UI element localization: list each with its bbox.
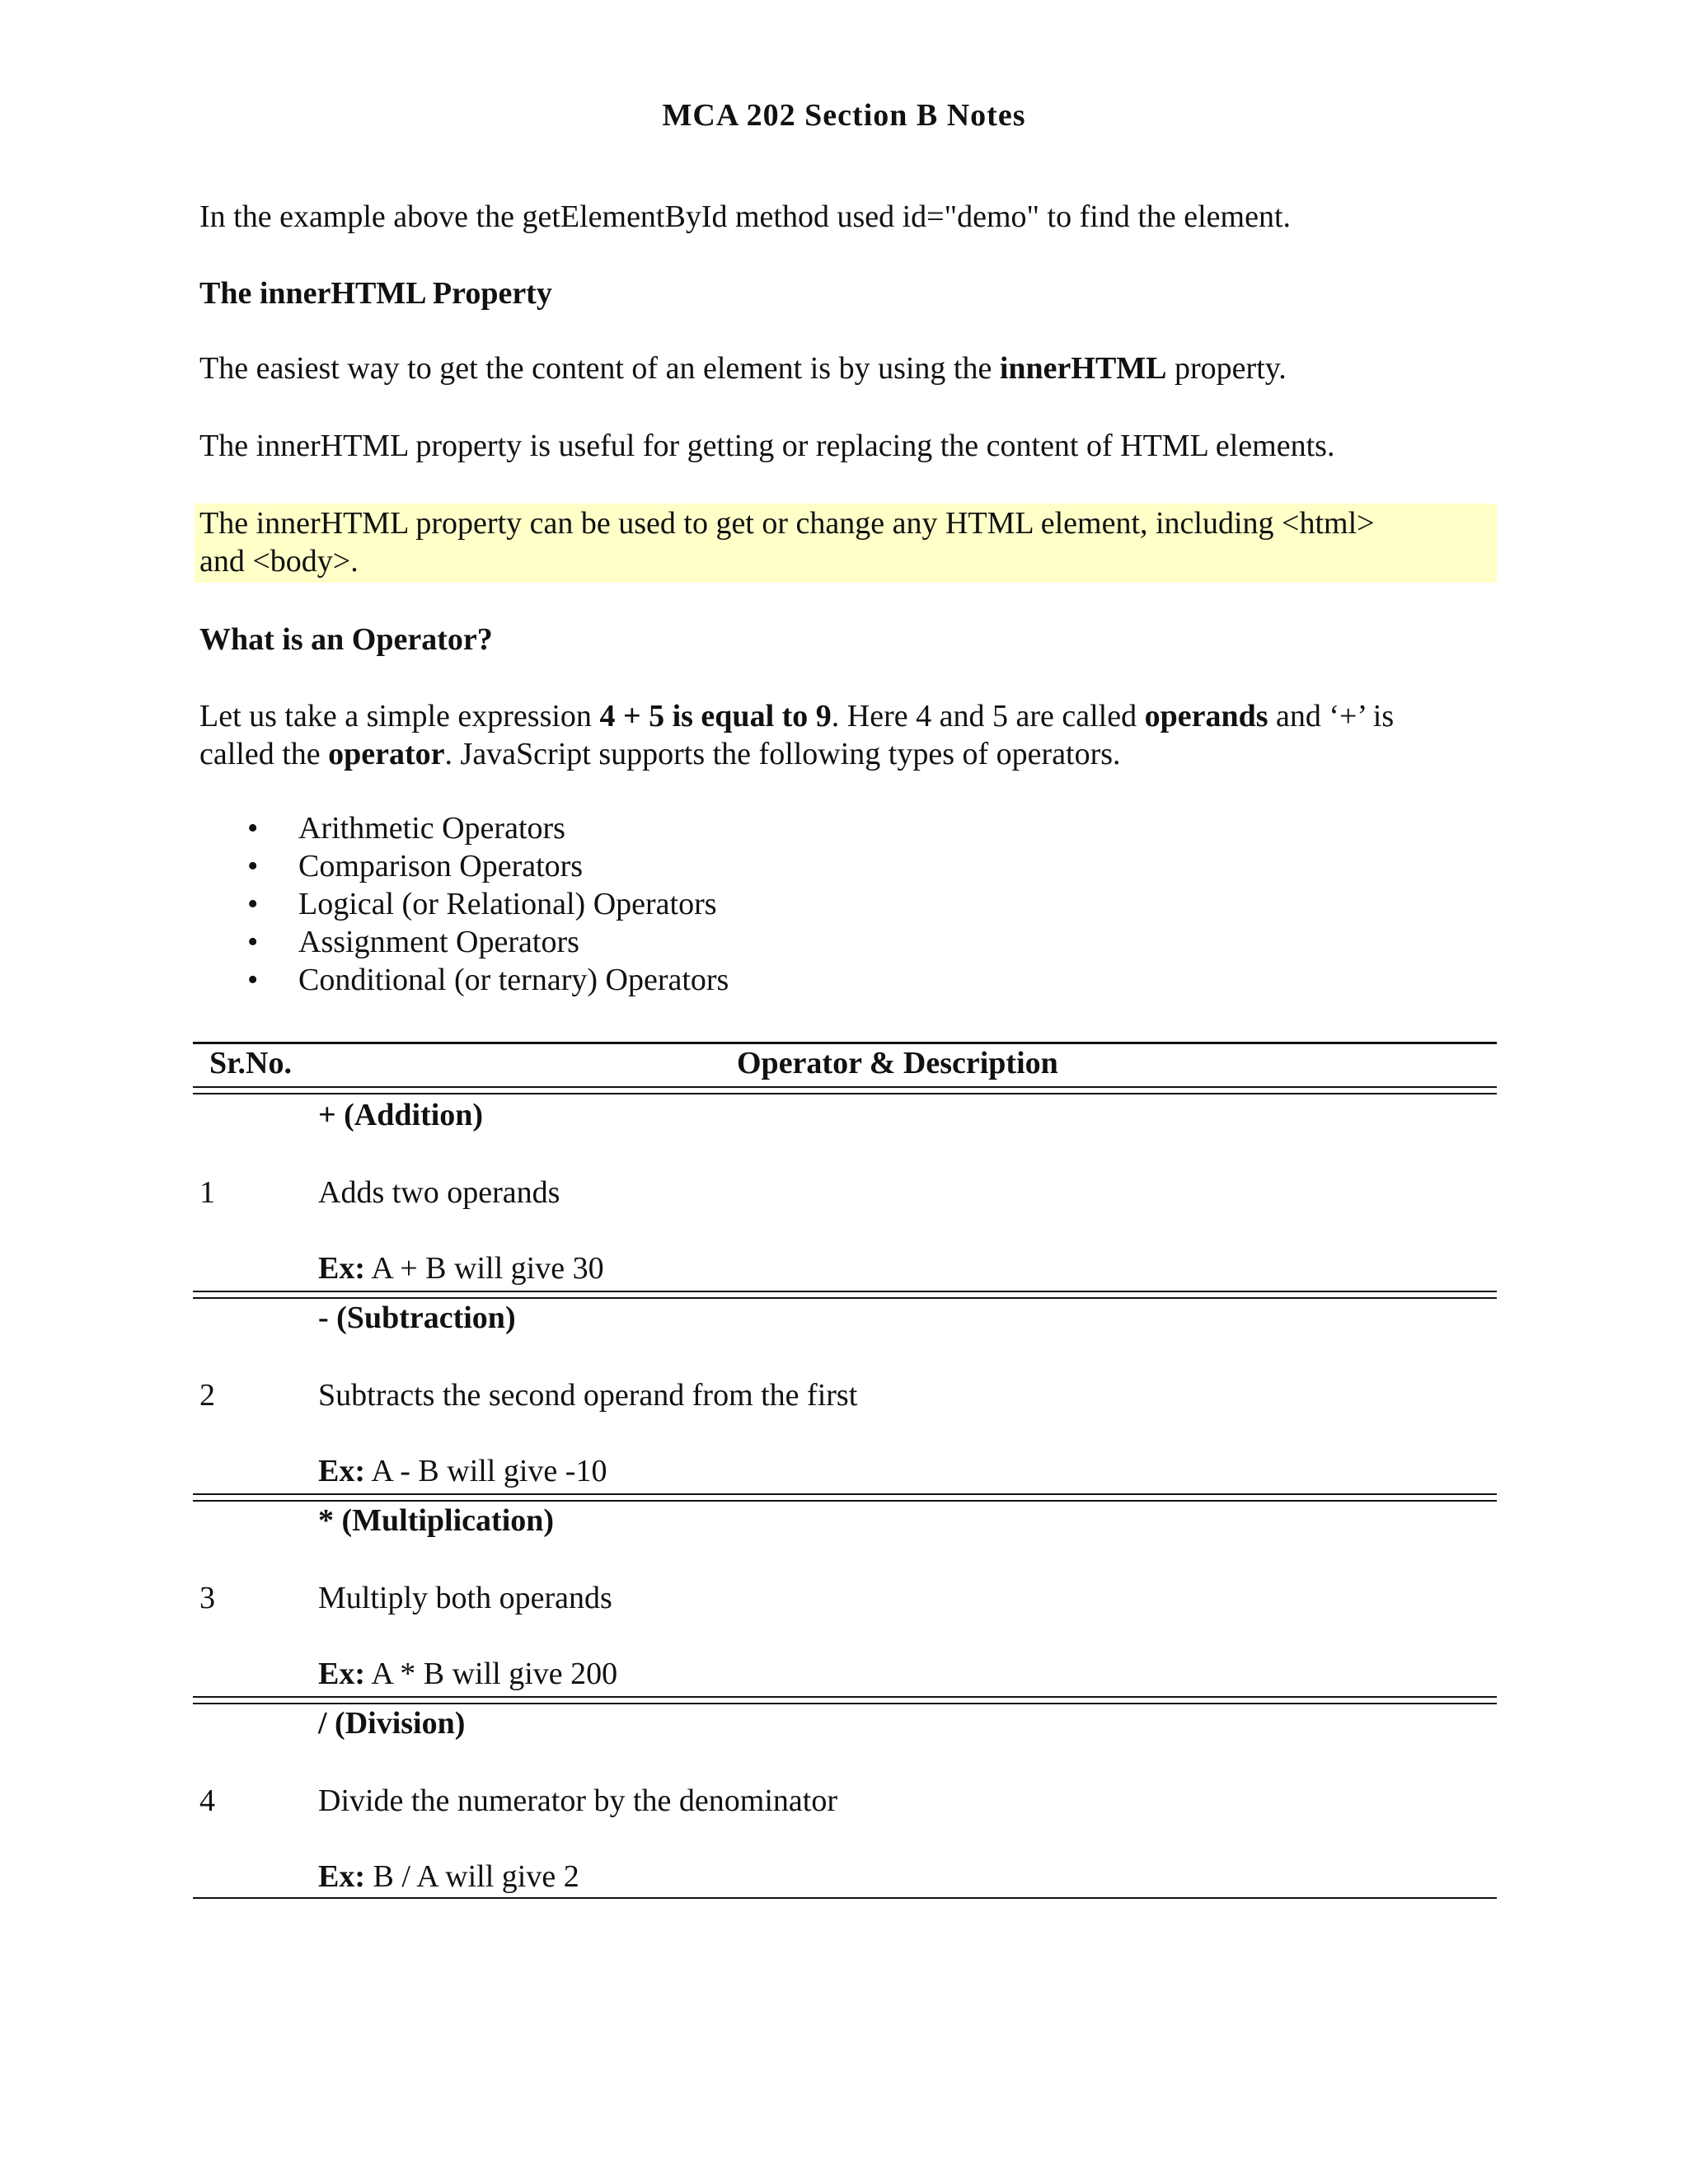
example-label: Ex: (318, 1657, 365, 1691)
row-separator-rule (193, 1493, 1497, 1495)
operator-p1-b: 4 + 5 is equal to 9 (599, 699, 832, 733)
example-text: A + B will give 30 (365, 1251, 604, 1286)
operator-p2-a: called the (199, 737, 329, 771)
list-item (199, 809, 729, 847)
bullet-icon: • (247, 887, 259, 921)
operator-paragraph-line-1 (199, 697, 1493, 735)
operator-example (318, 1249, 604, 1287)
row-separator-rule (193, 1291, 1497, 1292)
intro-paragraph: In the example above the getElementById method used id="demo" to find the element. (199, 199, 1292, 234)
operator-example (318, 1858, 579, 1896)
operator-heading: What is an Operator? (199, 622, 493, 657)
page-header-title: MCA 202 Section B Notes (662, 98, 1026, 133)
innerhtml-paragraph-1 (199, 349, 1493, 387)
operator-p1-c: . Here 4 and 5 are called (831, 699, 1145, 733)
example-label: Ex: (318, 1454, 365, 1488)
operator-types-list (199, 809, 729, 999)
innerhtml-p3-line-2: and <body>. (199, 544, 359, 579)
list-item-text: Comparison Operators (298, 849, 584, 883)
list-item (199, 923, 729, 961)
table-top-rule (193, 1042, 1497, 1044)
innerhtml-p1-bold: innerHTML (999, 351, 1167, 386)
bullet-icon: • (247, 811, 259, 846)
operator-paragraph (199, 697, 1493, 773)
operator-name: / (Division) (318, 1706, 466, 1741)
example-text: B / A will give 2 (365, 1859, 579, 1894)
operator-p2-c: . JavaScript supports the following types of operators. (444, 737, 1121, 771)
row-number: 2 (199, 1378, 215, 1413)
innerhtml-heading: The innerHTML Property (199, 276, 552, 311)
bullet-icon: • (247, 963, 259, 997)
innerhtml-paragraph-2: The innerHTML property is useful for getting or replacing the content of HTML elements. (199, 429, 1335, 463)
list-item (199, 885, 729, 923)
row-number: 3 (199, 1581, 215, 1615)
table-header-operator-description: Operator & Description (737, 1046, 1058, 1080)
list-item (199, 847, 729, 885)
operator-example (318, 1452, 607, 1490)
innerhtml-p1-text-b: property. (1166, 351, 1287, 386)
operator-name: - (Subtraction) (318, 1301, 516, 1335)
innerhtml-paragraph-3 (199, 504, 1493, 580)
bullet-icon: • (247, 849, 259, 883)
table-bottom-rule (193, 1897, 1497, 1899)
table-header-rule-2 (193, 1093, 1497, 1094)
operator-description: Divide the numerator by the denominator (318, 1783, 837, 1818)
operator-name: + (Addition) (318, 1098, 484, 1132)
operator-p1-d: operands (1144, 699, 1268, 733)
list-item-text: Conditional (or ternary) Operators (298, 963, 729, 997)
innerhtml-p1-text-a: The easiest way to get the content of an element is by using the (199, 351, 1000, 386)
operator-p1-e: and ‘+’ is (1268, 699, 1395, 733)
example-text: A - B will give -10 (365, 1454, 607, 1488)
list-item-text: Arithmetic Operators (298, 811, 565, 846)
list-item-text: Assignment Operators (298, 925, 579, 959)
operator-p1-a: Let us take a simple expression (199, 699, 600, 733)
operator-p2-b: operator (328, 737, 445, 771)
table-header-sr-no: Sr.No. (209, 1046, 292, 1080)
example-text: A * B will give 200 (365, 1657, 618, 1691)
operator-description: Adds two operands (318, 1175, 560, 1210)
bullet-icon: • (247, 925, 259, 959)
operator-paragraph-line-2 (199, 735, 1493, 773)
list-item-text: Logical (or Relational) Operators (298, 887, 717, 921)
row-number: 1 (199, 1175, 215, 1210)
row-number: 4 (199, 1783, 215, 1818)
example-label: Ex: (318, 1251, 365, 1286)
table-header-rule-1 (193, 1086, 1497, 1088)
example-label: Ex: (318, 1859, 365, 1894)
operator-example (318, 1655, 617, 1693)
operator-name: * (Multiplication) (318, 1503, 555, 1538)
operator-description: Subtracts the second operand from the first (318, 1378, 858, 1413)
operator-description: Multiply both operands (318, 1581, 612, 1615)
row-separator-rule (193, 1696, 1497, 1698)
innerhtml-p3-line-1: The innerHTML property can be used to get or change any HTML element, including <html> (199, 506, 1375, 541)
list-item (199, 961, 729, 999)
